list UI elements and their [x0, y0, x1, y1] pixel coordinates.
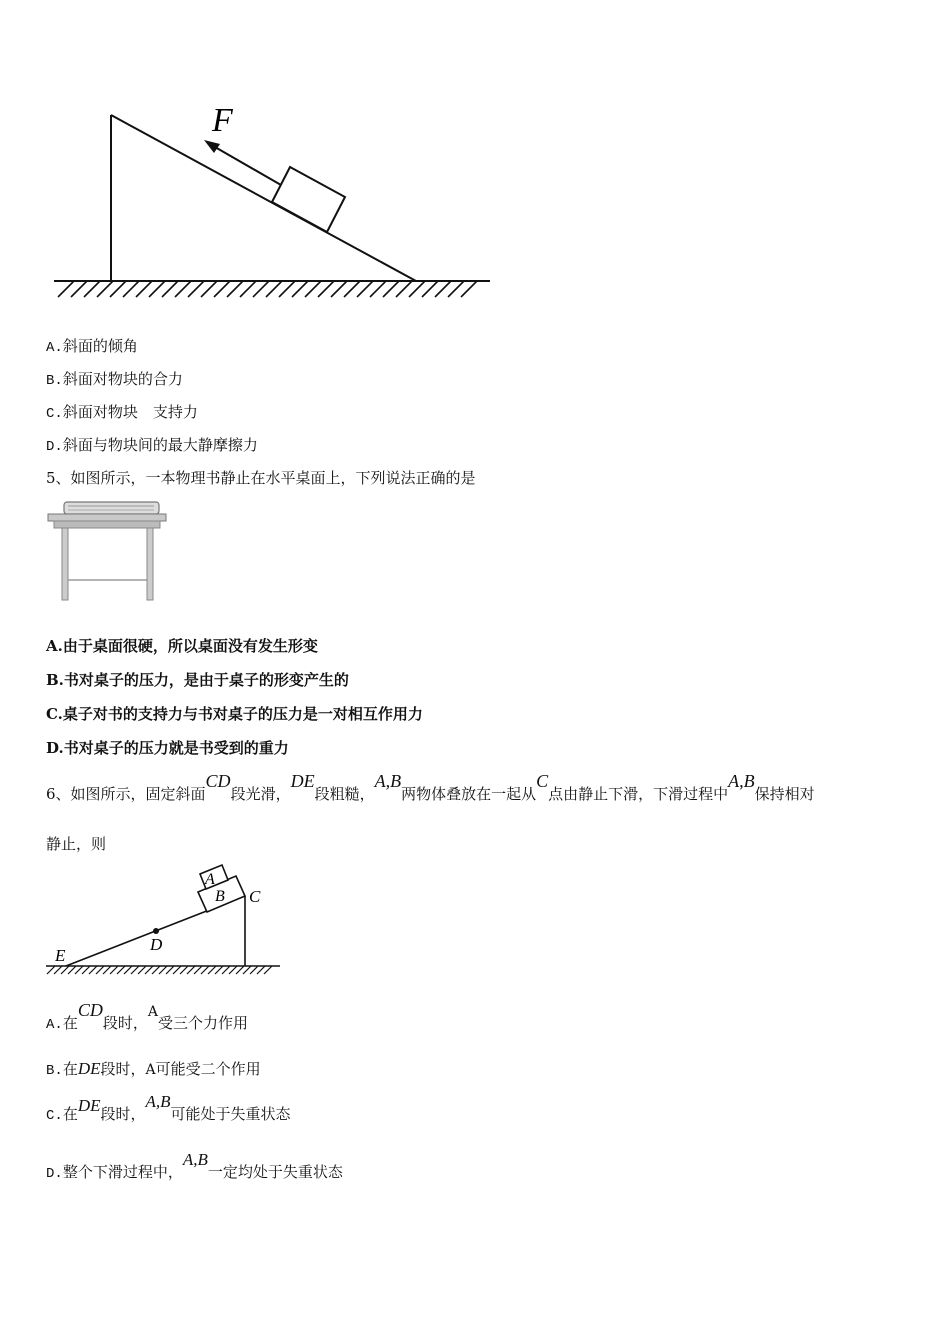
ground-hatch-line [71, 281, 87, 297]
ground-hatch-line [194, 966, 202, 974]
ground-hatch-line [188, 281, 204, 297]
ground-hatch-line [110, 281, 126, 297]
ground-hatch-line [201, 966, 209, 974]
ground-hatch-line [103, 966, 111, 974]
ground-hatch-line [243, 966, 251, 974]
q5-option-b[interactable]: B.书对桌子的压力，是由于桌子的形变产生的 [46, 671, 349, 689]
ground-hatch-line [208, 966, 216, 974]
q4-option-b[interactable]: B.斜面对物块的合力 [46, 370, 183, 389]
ground-hatch-line [396, 281, 412, 297]
ground-hatch-line [215, 966, 223, 974]
ground-hatch-line [214, 281, 230, 297]
q5-option-a[interactable]: A.由于桌面很硬，所以桌面没有发生形变 [46, 637, 318, 655]
ground-hatch-line [175, 281, 191, 297]
ground-hatch-line [461, 281, 477, 297]
q5-stem: 5、如图所示，一本物理书静止在水平桌面上，下列说法正确的是 [46, 469, 476, 487]
label-c: C [249, 887, 261, 906]
ground-hatch-line [82, 966, 90, 974]
ground-hatch-line [279, 281, 295, 297]
ground-hatch-line [75, 966, 83, 974]
ground-hatch-line [229, 966, 237, 974]
ground-hatch-line [222, 966, 230, 974]
ground-hatch-line [266, 281, 282, 297]
ground-hatch-line [124, 966, 132, 974]
ground-hatch-line [97, 281, 113, 297]
ground-hatch-line [131, 966, 139, 974]
ground-hatch-line [166, 966, 174, 974]
ground-hatch-line [117, 966, 125, 974]
ground-hatch-line [370, 281, 386, 297]
ground-hatch-line [61, 966, 69, 974]
ground-hatch-line [448, 281, 464, 297]
q4-option-d[interactable]: D.斜面与物块间的最大静摩擦力 [46, 436, 258, 455]
label-e: E [55, 946, 66, 965]
ground-hatch-line [344, 281, 360, 297]
label-a: A [205, 871, 215, 888]
ground-hatch-line [89, 966, 97, 974]
q6-option-c[interactable]: C.在DE段时，A,B可能处于失重状态 [46, 1092, 291, 1124]
ground-hatch-line [357, 281, 373, 297]
ground-hatch-line [257, 966, 265, 974]
label-d: D [150, 935, 163, 954]
q6-option-a[interactable]: A.在CD段时，A受三个力作用 [46, 1000, 248, 1033]
book-on-table-figure [46, 500, 171, 604]
force-label: F [212, 102, 233, 139]
ground-hatch-line [96, 966, 104, 974]
ground-hatch-line [187, 966, 195, 974]
q5-option-d[interactable]: D.书对桌子的压力就是书受到的重力 [46, 739, 289, 757]
ground-hatch-line [435, 281, 451, 297]
ground-hatch-line [331, 281, 347, 297]
ground-hatch-line [305, 281, 321, 297]
label-b: B [215, 888, 225, 905]
q6-stem-line2: 静止，则 [46, 835, 107, 853]
ground-hatch-line [110, 966, 118, 974]
ground-hatch-line [236, 966, 244, 974]
incline-force-figure [50, 95, 500, 305]
ground-hatch-line [264, 966, 272, 974]
ground-hatch-line [383, 281, 399, 297]
q6-option-b[interactable]: B.在DE段时，A可能受二个作用 [46, 1059, 261, 1079]
q5-option-c[interactable]: C.桌子对书的支持力与书对桌子的压力是一对相互作用力 [46, 705, 423, 723]
stacked-blocks-incline-figure [40, 860, 290, 978]
ground-hatch-line [318, 281, 334, 297]
q6-option-d[interactable]: D.整个下滑过程中，A,B一定均处于失重状态 [46, 1150, 343, 1182]
ground-hatch-line [145, 966, 153, 974]
ground-hatch-line [47, 966, 55, 974]
ground-hatch-line [149, 281, 165, 297]
ground-hatch-line [159, 966, 167, 974]
ground-hatch-line [123, 281, 139, 297]
ground-hatch-line [422, 281, 438, 297]
ground-hatch-line [84, 281, 100, 297]
ground-hatch-line [138, 966, 146, 974]
ground-hatch-line [250, 966, 258, 974]
ground-hatch-line [292, 281, 308, 297]
ground-hatch-line [409, 281, 425, 297]
ground-hatch-line [54, 966, 62, 974]
ground-hatch-line [152, 966, 160, 974]
ground-hatch-line [253, 281, 269, 297]
ground-hatch-line [227, 281, 243, 297]
ground-hatch-line [136, 281, 152, 297]
q4-option-c[interactable]: C.斜面对物块 支持力 [46, 403, 198, 422]
ground-hatch-line [180, 966, 188, 974]
q6-stem: 6、如图所示，固定斜面CD段光滑，DE段粗糙，A,B两物体叠放在一起从C点由静止下滑，下滑过程中A,B保持相对 [46, 771, 815, 803]
ground-hatch-line [162, 281, 178, 297]
ground-hatch-line [173, 966, 181, 974]
ground-hatch-line [58, 281, 74, 297]
q4-option-a[interactable]: A.斜面的倾角 [46, 337, 138, 356]
ground-hatch-line [68, 966, 76, 974]
ground-hatch-line [240, 281, 256, 297]
ground-hatch-line [201, 281, 217, 297]
